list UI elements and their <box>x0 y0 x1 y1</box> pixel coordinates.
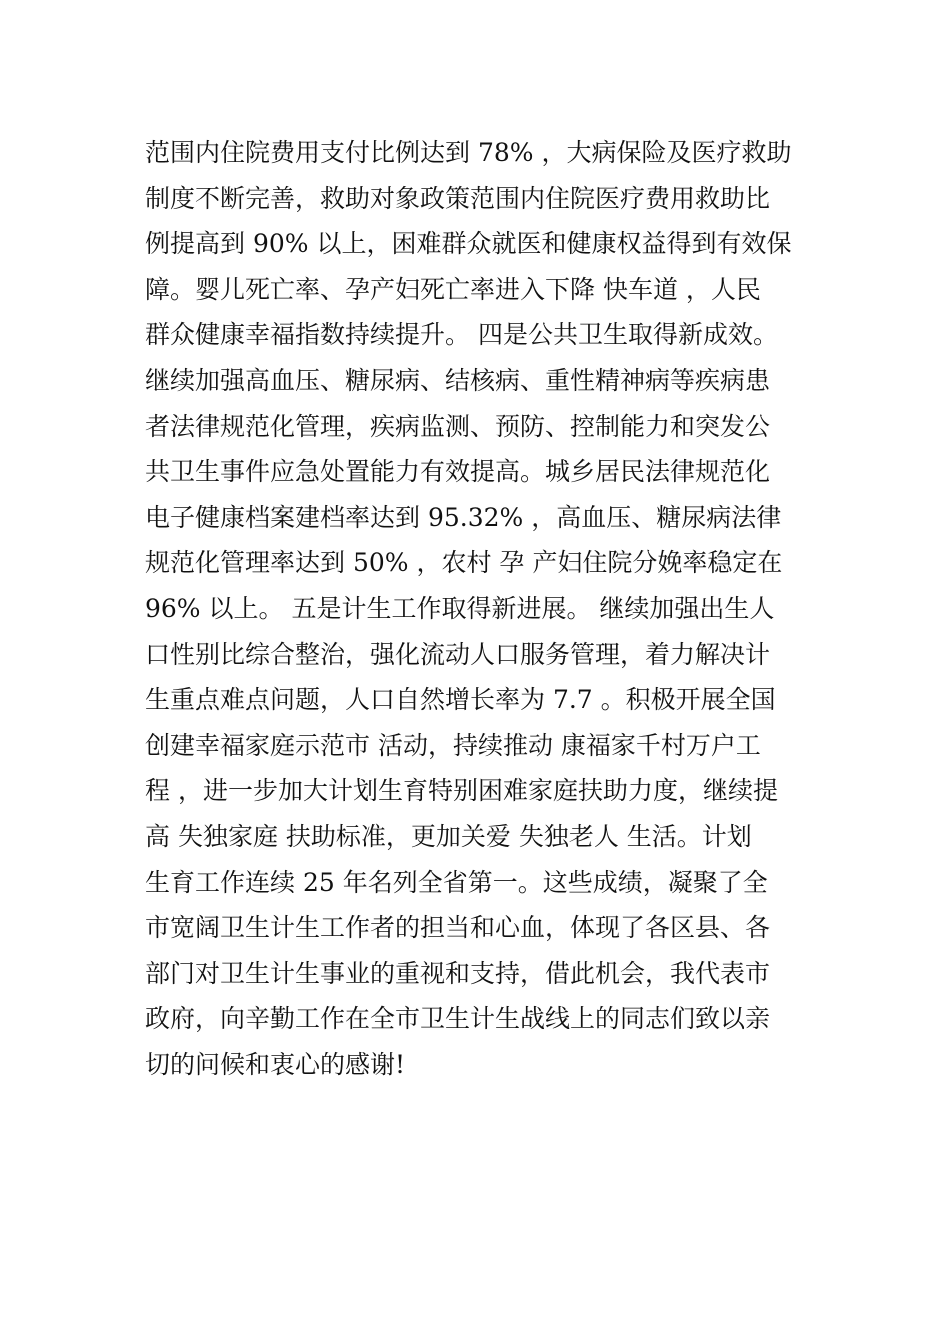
text-line: 电子健康档案建档率达到 95.32% ，高血压、糖尿病法律 <box>145 502 782 532</box>
text-line: 政府，向辛勤工作在全市卫生计生战线上的同志们致以亲 <box>145 1004 771 1034</box>
text-line: 障。婴儿死亡率、孕产妇死亡率进入下降 快车道 ，人民 <box>145 274 761 304</box>
text-line: 共卫生事件应急处置能力有效提高。城乡居民法律规范化 <box>145 457 771 487</box>
text-line: 制度不断完善，救助对象政策范围内住院医疗费用救助比 <box>145 183 771 213</box>
text-line: 高 失独家庭 扶助标准，更加关爱 失独老人 生活。计划 <box>145 821 752 851</box>
text-line: 群众健康幸福指数持续提升。 四是公共卫生取得新成效。 <box>145 320 778 350</box>
body-paragraph <box>145 130 810 1087</box>
text-line: 生育工作连续 25 年名列全省第一。这些成绩，凝聚了全 <box>145 867 768 897</box>
text-line: 切的问候和衷心的感谢! <box>145 1049 406 1079</box>
text-line: 例提高到 90% 以上，困难群众就医和健康权益得到有效保 <box>145 229 792 259</box>
text-line: 规范化管理率达到 50% ，农村 孕 产妇住院分娩率稳定在 <box>145 548 783 578</box>
text-line: 继续加强高血压、糖尿病、结核病、重性精神病等疾病患 <box>145 365 771 395</box>
text-line: 市宽阔卫生计生工作者的担当和心血，体现了各区县、各 <box>145 913 771 943</box>
text-line: 者法律规范化管理，疾病监测、预防、控制能力和突发公 <box>145 411 771 441</box>
text-line: 程 ，进一步加大计划生育特别困难家庭扶助力度，继续提 <box>145 776 778 806</box>
text-line: 范围内住院费用支付比例达到 78% ，大病保险及医疗救助 <box>145 138 792 167</box>
text-line: 部门对卫生计生事业的重视和支持，借此机会，我代表市 <box>145 958 771 988</box>
text-line: 生重点难点问题，人口自然增长率为 7.7 。积极开展全国 <box>145 685 776 715</box>
text-line: 创建幸福家庭示范市 活动，持续推动 康福家千村万户工 <box>145 730 761 760</box>
text-line: 口性别比综合整治，强化流动人口服务管理，着力解决计 <box>145 639 771 669</box>
text-line: 96% 以上。 五是计生工作取得新进展。 继续加强出生人 <box>145 593 775 623</box>
